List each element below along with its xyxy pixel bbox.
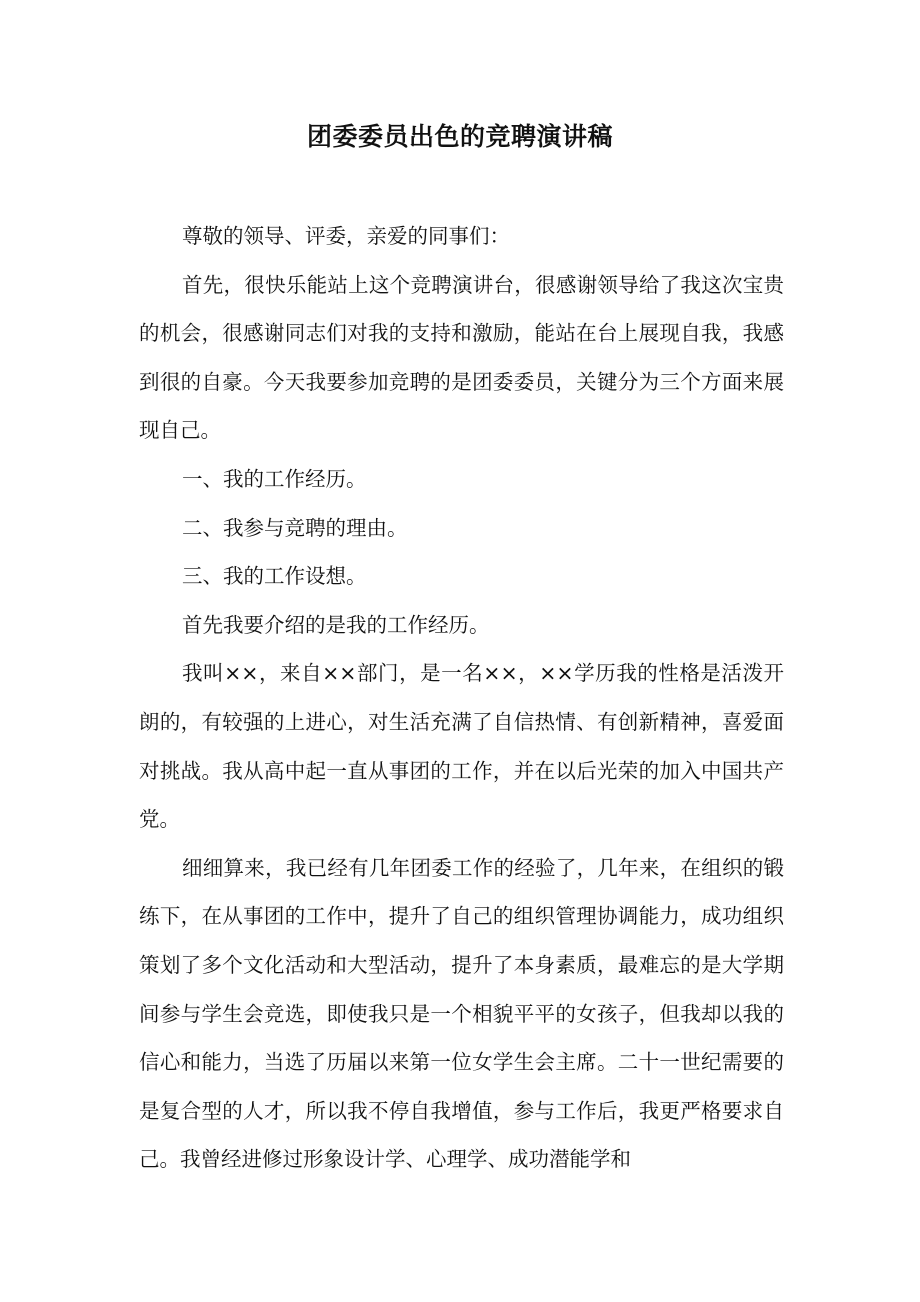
paragraph-point-three: 三、我的工作设想。	[182, 564, 367, 589]
document-title: 团委委员出色的竞聘演讲稿	[306, 122, 613, 151]
paragraph-intro-experience: 首先我要介绍的是我的工作经历。	[182, 612, 490, 637]
paragraph-opening: 首先，很快乐能站上这个竞聘演讲台，很感谢领导给了我这次宝贵的机会，很感谢同志们对我的支持和激励，能站在台上展现自我，我感到很的自豪。今天我要参加竞聘的是团委委员，关键分为三个方面来展现自己。	[139, 272, 784, 443]
paragraph-point-two: 二、我参与竞聘的理由。	[182, 515, 408, 540]
document-body	[139, 212, 784, 1184]
paragraph-self-introduction: 我叫××，来自××部门，是一名××，××学历我的性格是活泼开朗的，有较强的上进心，对生活充满了自信热情、有创新精神，喜爱面对挑战。我从高中起一直从事团的工作，并在以后光荣的加入中国共产党。	[139, 661, 784, 832]
paragraph-salutation: 尊敬的领导、评委，亲爱的同事们：	[182, 224, 510, 248]
paragraph-experience-detail: 细细算来，我已经有几年团委工作的经验了，几年来，在组织的锻练下，在从事团的工作中，提升了自己的组织管理协调能力，成功组织策划了多个文化活动和大型活动，提升了本身素质，最难忘的是大学期间参与学生会竞选，即使我只是一个相貌平平的女孩子，但我却以我的信心和能力，当选了历届以来第一位女学生会主席。二十一世纪需要的是复合型的人才，所以我不停自我增值，参与工作后，我更严格要求自己。我曾经进修过形象设计学、心理学、成功潜能学和	[139, 855, 784, 1172]
paragraph-point-one: 一、我的工作经历。	[182, 466, 367, 491]
